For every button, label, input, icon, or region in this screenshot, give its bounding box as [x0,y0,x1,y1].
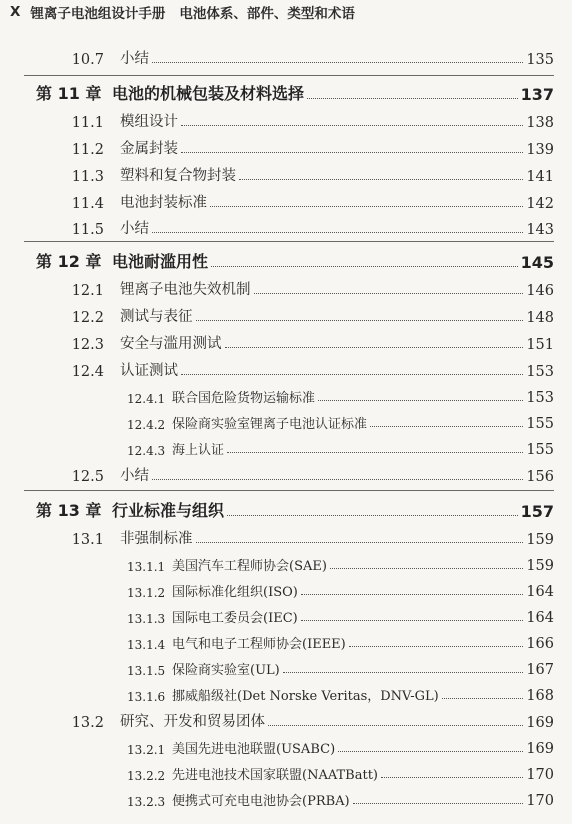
toc-leader-dots [225,347,523,348]
toc-page-number: 159 [526,532,554,548]
toc-number: 13.1 [71,532,104,548]
toc-title: 国际标准化组织(ISO) [172,585,298,600]
chapter-divider [24,75,554,76]
toc-title: 电池的机械包装及材料选择 [112,84,305,103]
toc-number: 13.1.2 [127,586,166,600]
toc-number: 12.4.3 [127,444,166,458]
toc-leader-dots [330,568,523,569]
toc-number: 13.1.6 [127,690,166,704]
toc-title: 美国先进电池联盟(USABC) [172,742,336,757]
toc-leader-dots [152,62,523,63]
toc-page-number: 164 [526,584,554,600]
toc-page-number: 155 [526,442,554,458]
toc-page-number: 153 [526,364,554,380]
page-number: X [10,4,21,20]
toc-subsection-row[interactable] [0,550,572,574]
toc-page-number: 167 [526,662,554,678]
toc-section-row[interactable] [0,356,572,380]
toc-page-number: 148 [526,310,554,326]
toc-title: 小结 [120,51,149,67]
toc-page-number: 156 [526,469,554,485]
toc-leader-dots [196,320,523,321]
toc-number: 第 11 章 [36,84,102,103]
toc-leader-dots [181,125,523,126]
toc-title: 研究、开发和贸易团体 [120,714,265,730]
toc-leader-dots [181,152,523,153]
toc-number: 11.3 [71,169,104,185]
running-header [0,0,572,24]
toc-section-row[interactable] [0,188,572,212]
toc-page-number: 157 [520,502,554,521]
toc-subsection-row[interactable] [0,759,572,783]
toc-leader-dots [211,266,518,267]
toc-number: 第 13 章 [36,501,102,520]
toc-number: 11.4 [71,196,104,212]
toc-page-number: 151 [526,337,554,353]
toc-number: 13.2.2 [127,769,166,783]
toc-number: 13.1.3 [127,612,166,626]
chapter-divider [24,490,554,491]
toc-title: 安全与滥用测试 [120,336,222,352]
toc-number: 13.1.5 [127,664,166,678]
toc-number: 12.4.2 [127,418,166,432]
toc-number: 12.5 [71,469,104,485]
toc-section-row[interactable] [0,275,572,299]
toc-page-number: 135 [526,52,554,68]
toc-subsection-row[interactable] [0,680,572,704]
toc-title: 电气和电子工程师协会(IEEE) [172,637,346,652]
toc-number: 12.1 [71,283,104,299]
toc-title: 挪威船级社(Det Norske Veritas，DNV-GL) [172,689,439,704]
toc-leader-dots [283,672,523,673]
toc-title: 认证测试 [120,363,178,379]
toc-title: 塑料和复合物封装 [120,168,236,184]
toc-number: 13.2 [71,715,104,731]
toc-page-number: 139 [526,142,554,158]
toc-title: 模组设计 [120,114,178,130]
toc-chapter-row[interactable] [0,80,572,104]
toc-title: 保险商实验室锂离子电池认证标准 [172,417,368,432]
toc-number: 10.7 [71,52,104,68]
toc-title: 非强制标准 [120,531,193,547]
toc-number: 12.3 [71,337,104,353]
toc-leader-dots [227,515,518,516]
toc-chapter-row[interactable] [0,248,572,272]
toc-subsection-row[interactable] [0,785,572,809]
toc-section-row[interactable] [0,107,572,131]
toc-number: 12.4 [71,364,104,380]
toc-section-row[interactable] [0,44,572,68]
toc-page-number: 159 [526,558,554,574]
toc-leader-dots [196,542,523,543]
toc-page-number: 169 [526,715,554,731]
toc-section-row[interactable] [0,161,572,185]
toc-leader-dots [307,98,518,99]
toc-subsection-row[interactable] [0,382,572,406]
toc-section-row[interactable] [0,707,572,731]
toc-chapter-row[interactable] [0,497,572,521]
toc-title: 电池封装标准 [120,195,207,211]
toc-leader-dots [181,374,523,375]
toc-leader-dots [239,179,523,180]
toc-number: 13.1.1 [127,560,166,574]
toc-number: 12.2 [71,310,104,326]
toc-title: 小结 [120,468,149,484]
toc-number: 12.4.1 [127,392,166,406]
toc-title: 联合国危险货物运输标准 [172,391,316,406]
toc-number: 13.2.3 [127,795,166,809]
toc-leader-dots [381,777,523,778]
toc-title: 保险商实验室(UL) [172,663,280,678]
toc-leader-dots [442,698,523,699]
toc-section-row[interactable] [0,214,572,238]
toc-title: 便携式可充电电池协会(PRBA) [172,794,350,809]
toc-subsection-row[interactable] [0,733,572,757]
toc-subsection-row[interactable] [0,628,572,652]
toc-leader-dots [152,479,523,480]
toc-leader-dots [254,293,523,294]
toc-page-number: 142 [526,196,554,212]
toc-page-number: 164 [526,610,554,626]
toc-title: 锂离子电池失效机制 [120,282,251,298]
toc-number: 13.2.1 [127,743,166,757]
toc-title: 行业标准与组织 [112,501,225,520]
toc-number: 13.1.4 [127,638,166,652]
toc-page-number: 146 [526,283,554,299]
toc-title: 美国汽车工程师协会(SAE) [172,559,327,574]
toc-leader-dots [268,725,523,726]
toc-title: 测试与表征 [120,309,193,325]
toc-title: 电池耐滥用性 [112,252,209,271]
toc-title: 金属封装 [120,141,178,157]
toc-leader-dots [210,206,523,207]
toc-page-number: 155 [526,416,554,432]
toc-page-number: 166 [526,636,554,652]
toc-leader-dots [349,646,523,647]
toc-title: 海上认证 [172,443,225,458]
chapter-divider [24,241,554,242]
toc-page-number: 137 [520,85,554,104]
toc-subsection-row[interactable] [0,602,572,626]
toc-leader-dots [301,620,523,621]
toc-page-number: 169 [526,741,554,757]
toc-leader-dots [301,594,523,595]
toc-leader-dots [318,400,523,401]
toc-page-number: 170 [526,793,554,809]
toc-section-row[interactable] [0,524,572,548]
toc-subsection-row[interactable] [0,576,572,600]
toc-leader-dots [227,452,523,453]
toc-number: 11.5 [71,222,104,238]
toc-subsection-row[interactable] [0,408,572,432]
toc-section-row[interactable] [0,329,572,353]
toc-page-number: 170 [526,767,554,783]
toc-page-number: 153 [526,390,554,406]
toc-page-number: 138 [526,115,554,131]
toc-page-number: 143 [526,222,554,238]
book-title: 锂离子电池组设计手册 [30,6,166,22]
toc-title: 先进电池技术国家联盟(NAATBatt) [172,768,379,783]
toc-leader-dots [370,426,523,427]
toc-number: 第 12 章 [36,252,102,271]
toc-page-number: 168 [526,688,554,704]
toc-number: 11.1 [71,115,104,131]
toc-title: 小结 [120,221,149,237]
toc-section-row[interactable] [0,134,572,158]
toc-leader-dots [338,751,523,752]
toc-subsection-row[interactable] [0,434,572,458]
toc-page-number: 141 [526,169,554,185]
toc-title: 国际电工委员会(IEC) [172,611,298,626]
toc-subsection-row[interactable] [0,654,572,678]
toc-number: 11.2 [71,142,104,158]
toc-section-row[interactable] [0,461,572,485]
toc-section-row[interactable] [0,302,572,326]
section-title: 电池体系、部件、类型和术语 [179,6,355,22]
toc-page-number: 145 [520,253,554,272]
toc-leader-dots [152,232,523,233]
toc-leader-dots [353,803,523,804]
